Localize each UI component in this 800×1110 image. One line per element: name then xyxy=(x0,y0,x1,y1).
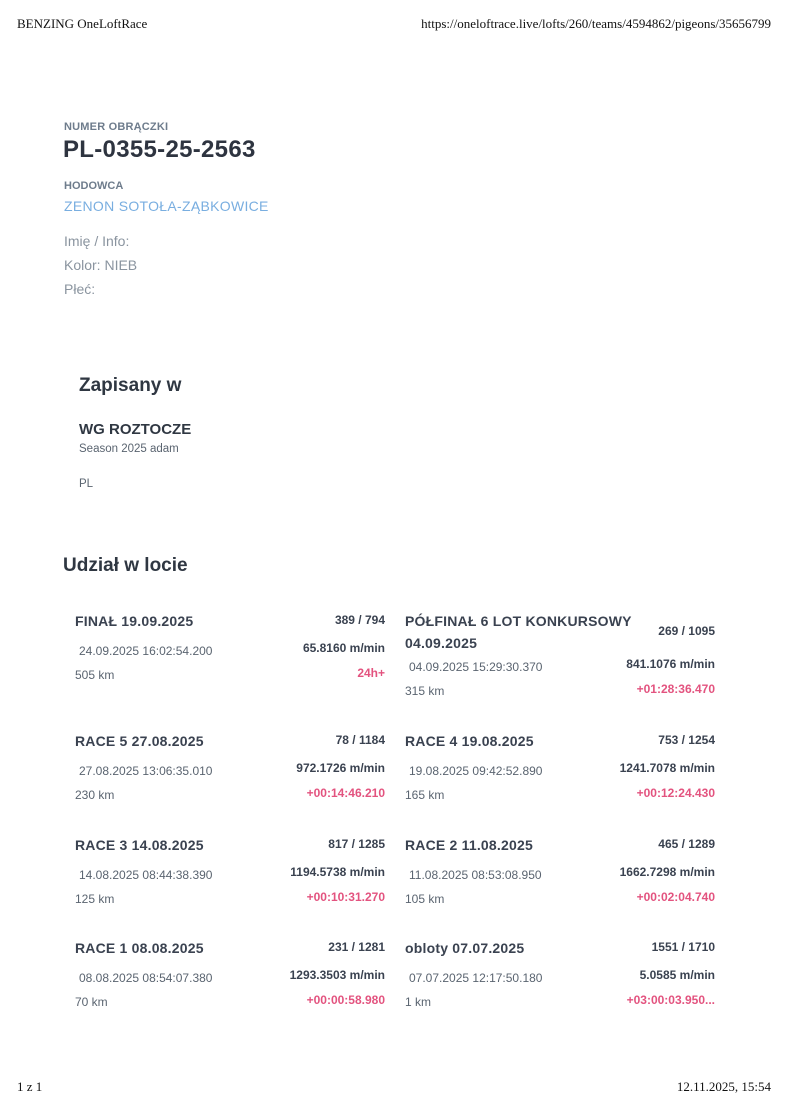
race-distance: 165 km xyxy=(405,788,445,802)
race-card[interactable] xyxy=(75,834,385,934)
race-card[interactable] xyxy=(75,937,385,1037)
race-card[interactable] xyxy=(75,610,385,710)
race-distance: 505 km xyxy=(75,668,115,682)
race-arrival-time: 08.08.2025 08:54:07.380 xyxy=(79,971,213,985)
race-distance: 70 km xyxy=(75,995,108,1009)
pigeon-name-info: Imię / Info: xyxy=(64,233,130,249)
race-card[interactable] xyxy=(405,610,715,710)
team-name[interactable]: WG ROZTOCZE xyxy=(79,421,192,438)
race-speed: 5.0585 m/min xyxy=(639,968,715,982)
race-distance: 1 km xyxy=(405,995,432,1009)
race-title[interactable]: RACE 4 19.08.2025 xyxy=(405,733,534,749)
race-distance: 230 km xyxy=(75,788,115,802)
race-card[interactable] xyxy=(405,834,715,934)
race-delay: +00:02:04.740 xyxy=(636,890,715,904)
race-title[interactable]: RACE 1 08.08.2025 xyxy=(75,940,204,956)
race-speed: 1293.3503 m/min xyxy=(289,968,385,982)
race-title[interactable]: RACE 3 14.08.2025 xyxy=(75,837,204,853)
race-speed: 1194.5738 m/min xyxy=(290,865,385,879)
race-distance: 105 km xyxy=(405,892,445,906)
race-title[interactable]: PÓŁFINAŁ 6 LOT KONKURSOWY 04.09.2025 xyxy=(405,613,632,651)
race-title[interactable]: FINAŁ 19.09.2025 xyxy=(75,613,194,629)
print-header-url: https://oneloftrace.live/lofts/260/teams/4594862/pigeons/35656799 xyxy=(421,16,771,31)
race-speed: 972.1726 m/min xyxy=(296,761,385,775)
race-title[interactable]: RACE 2 11.08.2025 xyxy=(405,837,533,853)
print-header-title: BENZING OneLoftRace xyxy=(17,16,148,31)
pigeon-color: Kolor: NIEB xyxy=(64,257,138,273)
race-card[interactable] xyxy=(405,730,715,830)
print-page-number: 1 z 1 xyxy=(17,1079,43,1094)
race-delay: +00:00:58.980 xyxy=(306,993,385,1007)
race-delay: +00:10:31.270 xyxy=(306,890,385,904)
race-arrival-time: 19.08.2025 09:42:52.890 xyxy=(409,764,543,778)
races-section-title: Udział w locie xyxy=(63,555,188,576)
race-place: 753 / 1254 xyxy=(658,733,715,747)
race-speed: 841.1076 m/min xyxy=(626,657,715,671)
race-delay: +03:00:03.950... xyxy=(626,993,715,1007)
pigeon-sex: Płeć: xyxy=(64,281,96,297)
race-delay: +01:28:36.470 xyxy=(636,682,715,696)
race-speed: 1662.7298 m/min xyxy=(619,865,715,879)
race-place: 465 / 1289 xyxy=(658,837,715,851)
race-card[interactable] xyxy=(405,937,715,1037)
print-timestamp: 12.11.2025, 15:54 xyxy=(676,1079,771,1094)
race-distance: 315 km xyxy=(405,684,445,698)
breeder-link[interactable]: ZENON SOTOŁA-ZĄBKOWICE xyxy=(64,198,269,214)
race-title[interactable]: obloty 07.07.2025 xyxy=(405,940,525,956)
race-arrival-time: 27.08.2025 13:06:35.010 xyxy=(79,764,213,778)
race-place: 78 / 1184 xyxy=(335,733,385,747)
ring-number-label: NUMER OBRĄCZKI xyxy=(64,121,169,133)
race-card[interactable] xyxy=(75,730,385,830)
race-speed: 65.8160 m/min xyxy=(302,641,385,655)
race-delay: 24h+ xyxy=(357,666,385,680)
race-speed: 1241.7078 m/min xyxy=(619,761,715,775)
breeder-label: HODOWCA xyxy=(64,180,124,192)
team-season: Season 2025 adam xyxy=(79,443,179,455)
race-distance: 125 km xyxy=(75,892,115,906)
race-arrival-time: 04.09.2025 15:29:30.370 xyxy=(409,660,543,674)
race-place: 389 / 794 xyxy=(334,613,385,627)
team-country: PL xyxy=(79,478,94,490)
race-place: 269 / 1095 xyxy=(658,624,715,638)
registered-section-title: Zapisany w xyxy=(79,375,182,396)
race-place: 817 / 1285 xyxy=(328,837,385,851)
race-place: 1551 / 1710 xyxy=(651,940,715,954)
race-arrival-time: 07.07.2025 12:17:50.180 xyxy=(409,971,543,985)
race-delay: +00:14:46.210 xyxy=(306,786,385,800)
race-arrival-time: 11.08.2025 08:53:08.950 xyxy=(409,868,542,882)
race-arrival-time: 14.08.2025 08:44:38.390 xyxy=(79,868,213,882)
race-arrival-time: 24.09.2025 16:02:54.200 xyxy=(79,644,213,658)
ring-number: PL-0355-25-2563 xyxy=(63,136,256,163)
race-title[interactable]: RACE 5 27.08.2025 xyxy=(75,733,204,749)
race-place: 231 / 1281 xyxy=(328,940,385,954)
race-delay: +00:12:24.430 xyxy=(636,786,715,800)
